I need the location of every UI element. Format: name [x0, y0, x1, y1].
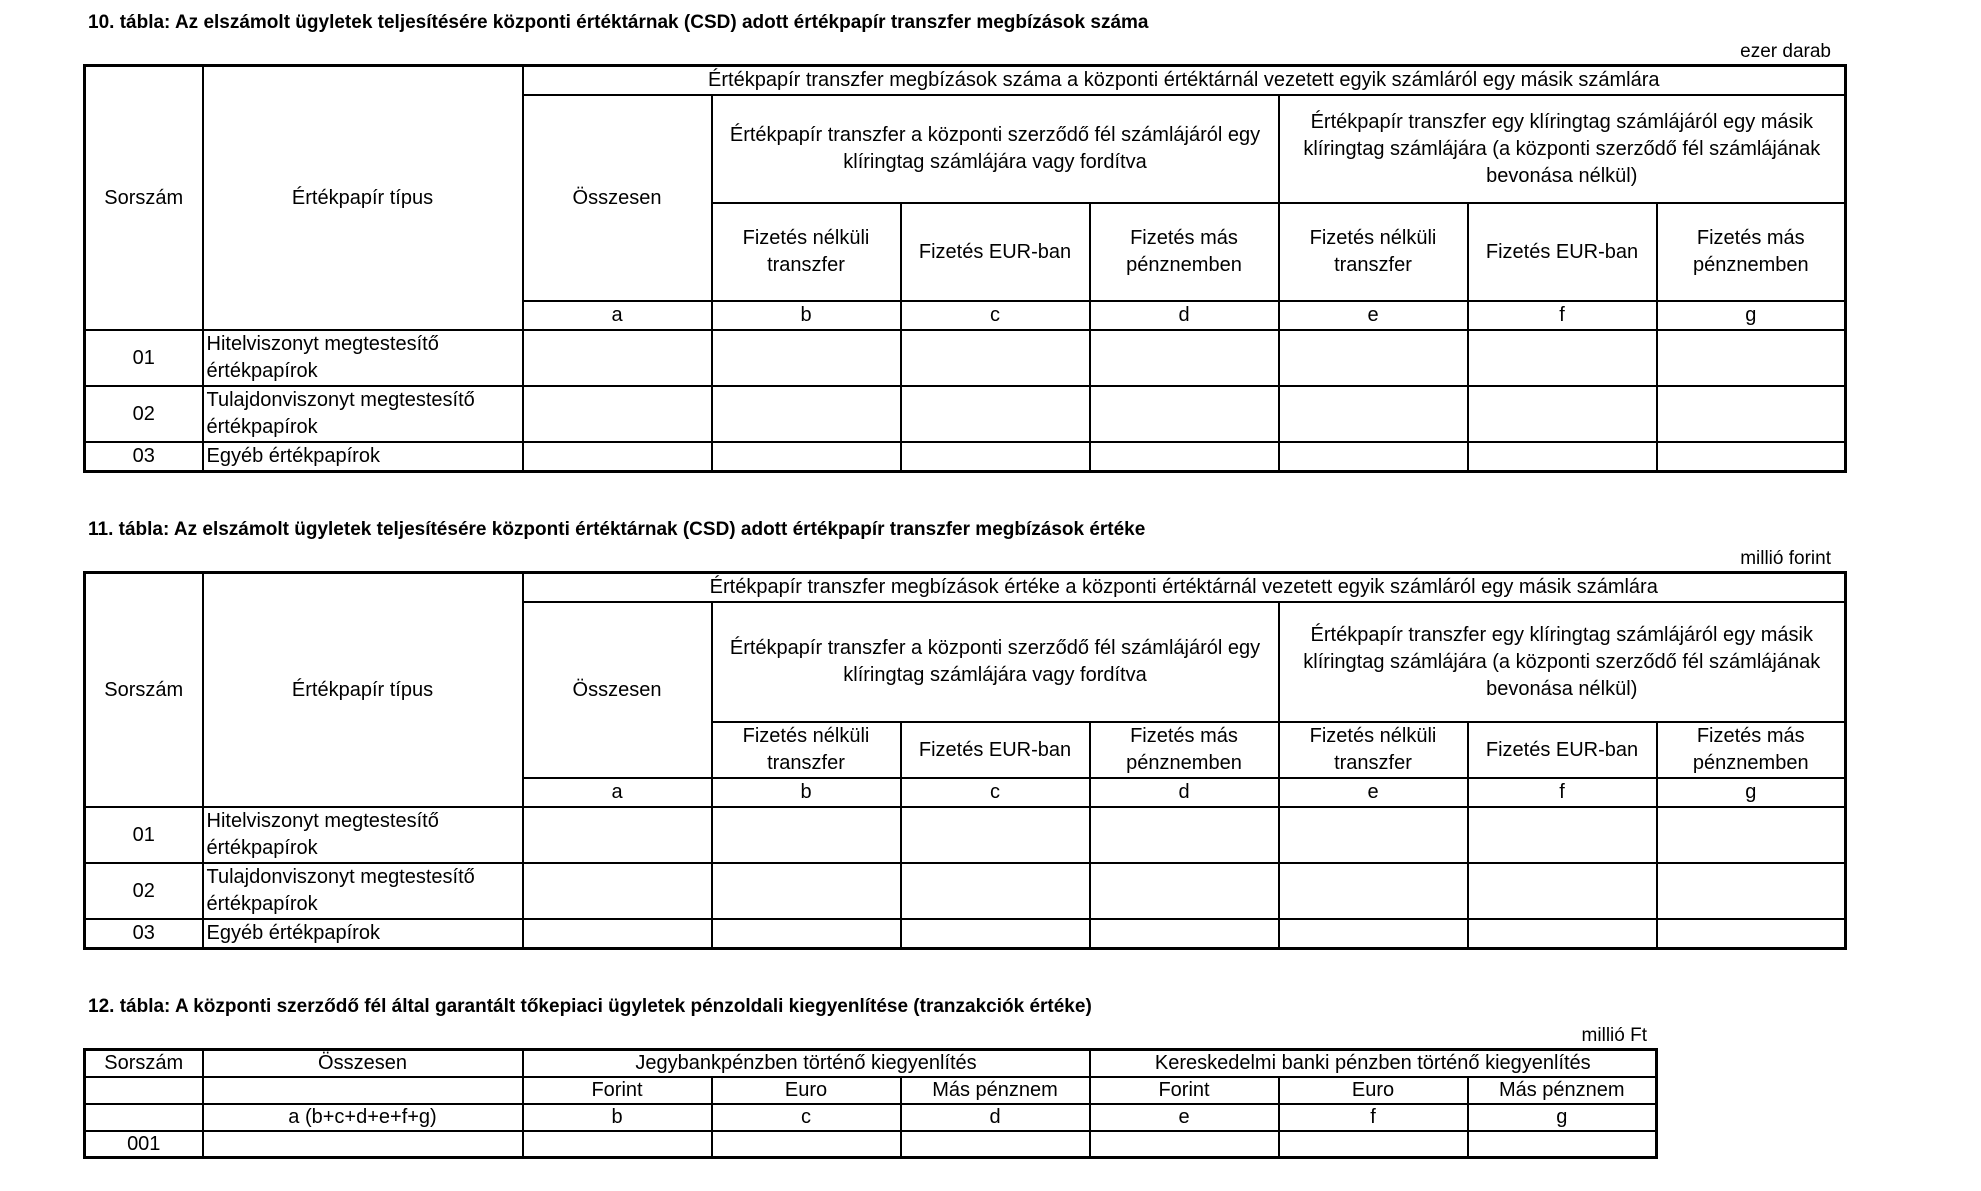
data-cell[interactable]	[523, 330, 712, 386]
data-cell[interactable]	[712, 330, 901, 386]
data-cell[interactable]	[1090, 442, 1279, 472]
row-sorszam: 02	[85, 386, 203, 442]
data-cell[interactable]	[1468, 442, 1657, 472]
table10-header-sorszam: Sorszám	[85, 66, 203, 331]
table11-header-osszesen: Összesen	[523, 602, 712, 778]
table11-header-sorszam: Sorszám	[85, 573, 203, 808]
table10-letter-f: f	[1468, 301, 1657, 330]
data-cell[interactable]	[203, 1131, 523, 1158]
row-sorszam: 01	[85, 807, 203, 863]
data-cell[interactable]	[901, 919, 1090, 949]
table12-letter-e: e	[1090, 1104, 1279, 1131]
table10-header-main: Értékpapír transzfer megbízások száma a központi értéktárnál vezetett egyik számláról egy másik számlára	[523, 66, 1846, 96]
table11-header-main: Értékpapír transzfer megbízások értéke a központi értéktárnál vezetett egyik számláról egy másik számlára	[523, 573, 1846, 603]
table12-header-sorszam: Sorszám	[85, 1050, 203, 1077]
table10-subcol-f: Fizetés EUR-ban	[1468, 203, 1657, 301]
table11	[83, 571, 1847, 950]
table12	[83, 1048, 1658, 1159]
data-cell[interactable]	[1657, 919, 1846, 949]
data-cell[interactable]	[712, 919, 901, 949]
table10-unit: ezer darab	[1740, 41, 1831, 62]
row-sorszam: 01	[85, 330, 203, 386]
row-sorszam: 03	[85, 442, 203, 472]
table11-header-group1: Értékpapír transzfer a központi szerződő fél számlájáról egy klíringtag számlájára vagy fordítva	[712, 602, 1279, 722]
row-sorszam: 03	[85, 919, 203, 949]
data-cell[interactable]	[1468, 1131, 1657, 1158]
data-cell[interactable]	[523, 863, 712, 919]
table12-unit: millió Ft	[1581, 1025, 1647, 1046]
table-row	[85, 386, 1846, 442]
data-cell[interactable]	[1090, 1131, 1279, 1158]
table11-header-tipus: Értékpapír típus	[203, 573, 523, 808]
data-cell[interactable]	[523, 807, 712, 863]
data-cell[interactable]	[1468, 863, 1657, 919]
table11-subcol-f: Fizetés EUR-ban	[1468, 722, 1657, 778]
data-cell[interactable]	[1090, 386, 1279, 442]
table12-subcol-d: Más pénznem	[901, 1077, 1090, 1104]
table12-subcol-f: Euro	[1279, 1077, 1468, 1104]
row-tipus: Egyéb értékpapírok	[203, 919, 523, 949]
data-cell[interactable]	[1090, 863, 1279, 919]
data-cell[interactable]	[1090, 919, 1279, 949]
table12-empty-cell	[203, 1077, 523, 1104]
table-row	[85, 442, 1846, 472]
table-row	[85, 330, 1846, 386]
table-row	[85, 1131, 1657, 1158]
table12-letter-a: a (b+c+d+e+f+g)	[203, 1104, 523, 1131]
row-tipus: Tulajdonviszonyt megtestesítő értékpapírok	[203, 386, 523, 442]
table10-header-osszesen: Összesen	[523, 95, 712, 301]
data-cell[interactable]	[1657, 442, 1846, 472]
table11-subcol-b: Fizetés nélküli transzfer	[712, 722, 901, 778]
table11-letter-d: d	[1090, 778, 1279, 807]
data-cell[interactable]	[1279, 807, 1468, 863]
table10-letter-d: d	[1090, 301, 1279, 330]
row-sorszam: 001	[85, 1131, 203, 1158]
data-cell[interactable]	[523, 386, 712, 442]
data-cell[interactable]	[901, 386, 1090, 442]
table12-subcol-g: Más pénznem	[1468, 1077, 1657, 1104]
table10-letter-c: c	[901, 301, 1090, 330]
table10-header-group2: Értékpapír transzfer egy klíringtag számlájáról egy másik klíringtag számlájára (a központi szerződő fél számlájának bevonása nélkül)	[1279, 95, 1846, 203]
table12-letter-b: b	[523, 1104, 712, 1131]
table10-subcol-c: Fizetés EUR-ban	[901, 203, 1090, 301]
table11-unit: millió forint	[1740, 548, 1831, 569]
table11-title: 11. tábla: Az elszámolt ügyletek teljesítésére központi értéktárnak (CSD) adott értékpapír transzfer megbízások értéke	[88, 519, 1146, 540]
table-row	[85, 919, 1846, 949]
table11-subcol-e: Fizetés nélküli transzfer	[1279, 722, 1468, 778]
table12-subcol-b: Forint	[523, 1077, 712, 1104]
row-tipus: Hitelviszonyt megtestesítő értékpapírok	[203, 330, 523, 386]
table12-header-group2: Kereskedelmi banki pénzben történő kiegyenlítés	[1090, 1050, 1657, 1077]
table12-header-osszesen: Összesen	[203, 1050, 523, 1077]
table12-subcol-e: Forint	[1090, 1077, 1279, 1104]
table12-letter-f: f	[1279, 1104, 1468, 1131]
table10-letter-g: g	[1657, 301, 1846, 330]
data-cell[interactable]	[1468, 807, 1657, 863]
table11-subcol-d: Fizetés más pénznemben	[1090, 722, 1279, 778]
data-cell[interactable]	[1279, 386, 1468, 442]
table10-letter-a: a	[523, 301, 712, 330]
data-cell[interactable]	[712, 807, 901, 863]
table10-subcol-d: Fizetés más pénznemben	[1090, 203, 1279, 301]
table11-subcol-c: Fizetés EUR-ban	[901, 722, 1090, 778]
table-row	[85, 807, 1846, 863]
data-cell[interactable]	[901, 1131, 1090, 1158]
table10	[83, 64, 1847, 473]
table12-letter-g: g	[1468, 1104, 1657, 1131]
data-cell[interactable]	[1657, 807, 1846, 863]
data-cell[interactable]	[1279, 330, 1468, 386]
table11-header-group2: Értékpapír transzfer egy klíringtag számlájáról egy másik klíringtag számlájára (a központi szerződő fél számlájának bevonása nélkül)	[1279, 602, 1846, 722]
data-cell[interactable]	[712, 442, 901, 472]
data-cell[interactable]	[523, 442, 712, 472]
data-cell[interactable]	[901, 330, 1090, 386]
table10-header-tipus: Értékpapír típus	[203, 66, 523, 331]
data-cell[interactable]	[712, 1131, 901, 1158]
table12-letter-c: c	[712, 1104, 901, 1131]
data-cell[interactable]	[1090, 807, 1279, 863]
table12-subcol-c: Euro	[712, 1077, 901, 1104]
table11-letter-c: c	[901, 778, 1090, 807]
data-cell[interactable]	[1279, 919, 1468, 949]
table12-title: 12. tábla: A központi szerződő fél által garantált tőkepiaci ügyletek pénzoldali kiegyenlítése (tranzakciók értéke)	[88, 996, 1092, 1017]
table10-subcol-g: Fizetés más pénznemben	[1657, 203, 1846, 301]
data-cell[interactable]	[1279, 1131, 1468, 1158]
table12-header-group1: Jegybankpénzben történő kiegyenlítés	[523, 1050, 1090, 1077]
table12-empty-cell	[85, 1077, 203, 1104]
table10-subcol-b: Fizetés nélküli transzfer	[712, 203, 901, 301]
data-cell[interactable]	[523, 1131, 712, 1158]
table12-empty-cell	[85, 1104, 203, 1131]
table11-letter-b: b	[712, 778, 901, 807]
data-cell[interactable]	[1657, 330, 1846, 386]
data-cell[interactable]	[1657, 863, 1846, 919]
table10-header-group1: Értékpapír transzfer a központi szerződő fél számlájáról egy klíringtag számlájára vagy fordítva	[712, 95, 1279, 203]
row-tipus: Egyéb értékpapírok	[203, 442, 523, 472]
row-tipus: Hitelviszonyt megtestesítő értékpapírok	[203, 807, 523, 863]
data-cell[interactable]	[1657, 386, 1846, 442]
table11-letter-f: f	[1468, 778, 1657, 807]
table10-letter-e: e	[1279, 301, 1468, 330]
data-cell[interactable]	[901, 863, 1090, 919]
data-cell[interactable]	[901, 442, 1090, 472]
data-cell[interactable]	[901, 807, 1090, 863]
data-cell[interactable]	[1279, 863, 1468, 919]
table12-letter-d: d	[901, 1104, 1090, 1131]
data-cell[interactable]	[1090, 330, 1279, 386]
row-tipus: Tulajdonviszonyt megtestesítő értékpapírok	[203, 863, 523, 919]
table10-letter-b: b	[712, 301, 901, 330]
data-cell[interactable]	[1279, 442, 1468, 472]
data-cell[interactable]	[712, 863, 901, 919]
data-cell[interactable]	[1468, 330, 1657, 386]
row-sorszam: 02	[85, 863, 203, 919]
data-cell[interactable]	[523, 919, 712, 949]
table11-letter-a: a	[523, 778, 712, 807]
table-row	[85, 863, 1846, 919]
table10-title: 10. tábla: Az elszámolt ügyletek teljesítésére központi értéktárnak (CSD) adott értékpapír transzfer megbízások száma	[88, 12, 1149, 33]
data-cell[interactable]	[1468, 386, 1657, 442]
data-cell[interactable]	[712, 386, 901, 442]
table11-letter-e: e	[1279, 778, 1468, 807]
table11-letter-g: g	[1657, 778, 1846, 807]
table11-subcol-g: Fizetés más pénznemben	[1657, 722, 1846, 778]
table10-subcol-e: Fizetés nélküli transzfer	[1279, 203, 1468, 301]
data-cell[interactable]	[1468, 919, 1657, 949]
